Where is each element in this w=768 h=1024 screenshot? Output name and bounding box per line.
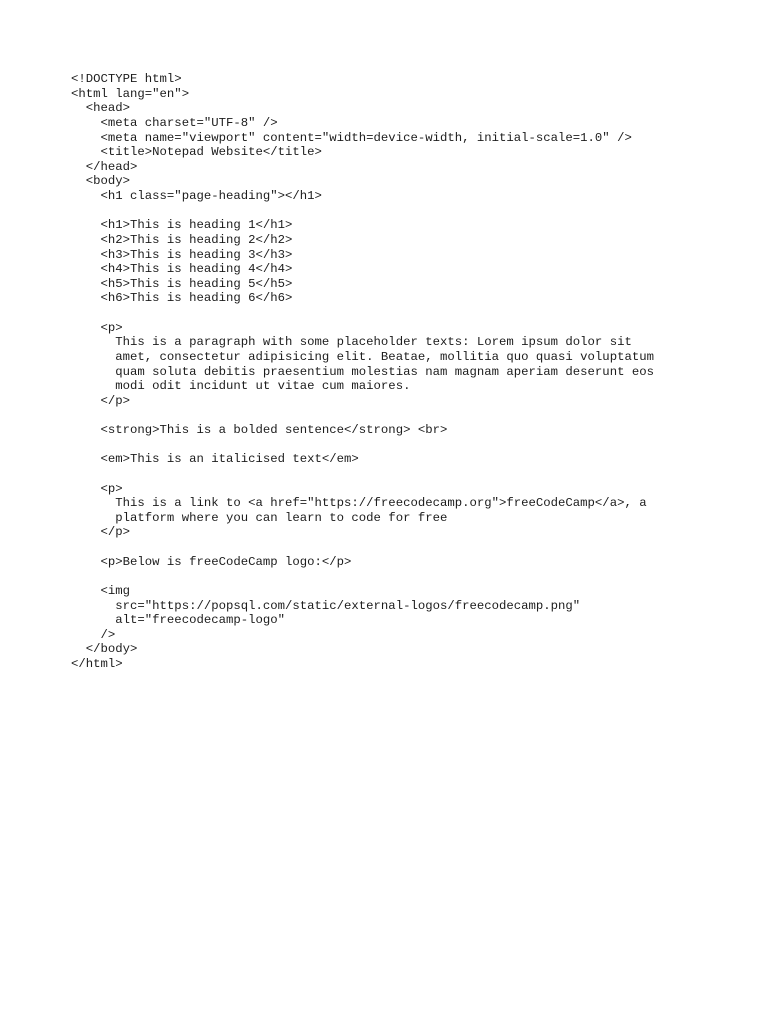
code-line: alt="freecodecamp-logo" xyxy=(71,613,286,628)
code-line: <strong>This is a bolded sentence</strong> <br> xyxy=(71,423,448,437)
code-line: </head> xyxy=(71,159,138,174)
code-line: <em>This is an italicised text</em> xyxy=(71,452,359,467)
code-line: <h4>This is heading 4</h4> xyxy=(71,262,293,277)
code-line: </html> xyxy=(71,657,123,671)
code-line: <p>Below is freeCodeCamp logo:</p> xyxy=(71,554,352,569)
code-line: This is a link to <a href="https://freecodecamp.org">freeCodeCamp</a>, a xyxy=(71,496,647,511)
code-line: platform where you can learn to code for free xyxy=(71,510,448,525)
code-line: src="https://popsql.com/static/external-logos/freecodecamp.png" xyxy=(71,598,581,613)
code-line xyxy=(71,408,751,423)
code-line: <meta name="viewport" content="width=device-width, initial-scale=1.0" /> xyxy=(71,130,632,145)
code-line: <h2>This is heading 2</h2> xyxy=(71,232,293,247)
code-line: <meta charset="UTF-8" /> xyxy=(71,115,278,130)
code-line xyxy=(71,569,751,584)
code-line xyxy=(71,204,751,219)
code-line: </p> xyxy=(71,393,131,408)
code-line: </body> xyxy=(71,642,138,657)
code-line: <h3>This is heading 3</h3> xyxy=(71,247,293,262)
code-line: </p> xyxy=(71,525,131,540)
code-line: <h1>This is heading 1</h1> xyxy=(71,218,293,233)
code-line: <h1 class="page-heading"></h1> xyxy=(71,189,322,203)
code-line: <p> xyxy=(71,320,123,335)
code-line: <!DOCTYPE html> xyxy=(71,72,182,86)
code-listing xyxy=(71,72,751,672)
code-line xyxy=(71,467,751,482)
code-line: /> xyxy=(71,627,116,642)
code-line: <html lang="en"> xyxy=(71,86,190,101)
code-line: <h6>This is heading 6</h6> xyxy=(71,291,293,306)
code-line: amet, consectetur adipisicing elit. Beatae, mollitia quo quasi voluptatum xyxy=(71,349,654,364)
code-line: <img xyxy=(71,583,131,598)
code-line: modi odit incidunt ut vitae cum maiores. xyxy=(71,379,411,394)
code-line: <p> xyxy=(71,481,123,496)
code-line xyxy=(71,540,751,555)
code-line: quam soluta debitis praesentium molestias nam magnam aperiam deserunt eos xyxy=(71,364,654,379)
code-line: This is a paragraph with some placeholder texts: Lorem ipsum dolor sit xyxy=(71,335,632,350)
code-line: <head> xyxy=(71,101,131,116)
code-line: <title>Notepad Website</title> xyxy=(71,145,322,160)
code-line: <body> xyxy=(71,174,131,189)
code-line xyxy=(71,438,751,453)
code-line xyxy=(71,306,751,321)
code-line: <h5>This is heading 5</h5> xyxy=(71,276,293,291)
